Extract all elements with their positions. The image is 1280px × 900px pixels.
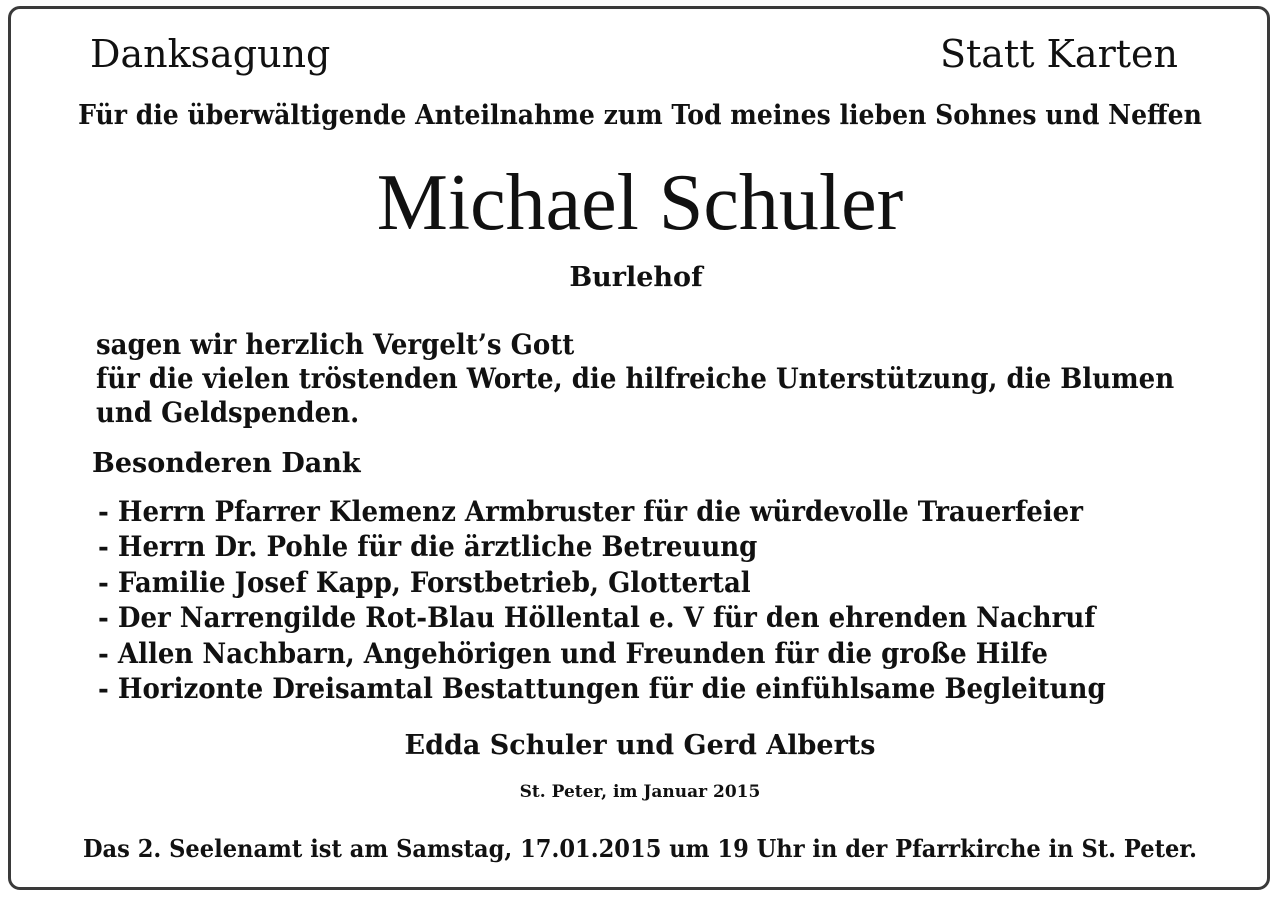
thanks-item: - Der Narrengilde Rot-Blau Höllental e. V für den ehrenden Nachruf [98, 601, 1096, 635]
signers: Edda Schuler und Gerd Alberts [404, 730, 876, 761]
special-thanks-heading: Besonderen Dank [92, 448, 361, 479]
special-thanks-list [98, 494, 1106, 706]
heading-danksagung: Danksagung [90, 32, 331, 76]
mass-notice: Das 2. Seelenamt ist am Samstag, 17.01.2015 um 19 Uhr in der Pfarrkirche in St. Peter. [82, 834, 1198, 863]
deceased-name: Michael Schuler [376, 159, 904, 247]
heading-statt-karten: Statt Karten [939, 32, 1178, 76]
intro-text: Für die überwältigende Anteilnahme zum Tod meines lieben Sohnes und Neffen [78, 100, 1202, 131]
thanks-item: - Familie Josef Kapp, Forstbetrieb, Glottertal [98, 565, 751, 599]
thanks-item: - Horizonte Dreisamtal Bestattungen für die einfühlsame Begleitung [98, 672, 1106, 706]
deceased-place: Burlehof [569, 262, 703, 293]
thanks-item: - Herrn Pfarrer Klemenz Armbruster für die würdevolle Trauerfeier [98, 495, 1083, 528]
thanks-item: - Herrn Dr. Pohle für die ärztliche Betreuung [98, 530, 758, 564]
date-line: St. Peter, im Januar 2015 [519, 782, 761, 802]
body-line: sagen wir herzlich Vergelt’s Gott [96, 328, 575, 361]
body-line: für die vielen tröstenden Worte, die hilfreiche Unterstützung, die Blumen [96, 362, 1175, 395]
thanks-item: - Allen Nachbarn, Angehörigen und Freunden für die große Hilfe [98, 636, 1048, 670]
body-line: und Geldspenden. [96, 396, 360, 429]
